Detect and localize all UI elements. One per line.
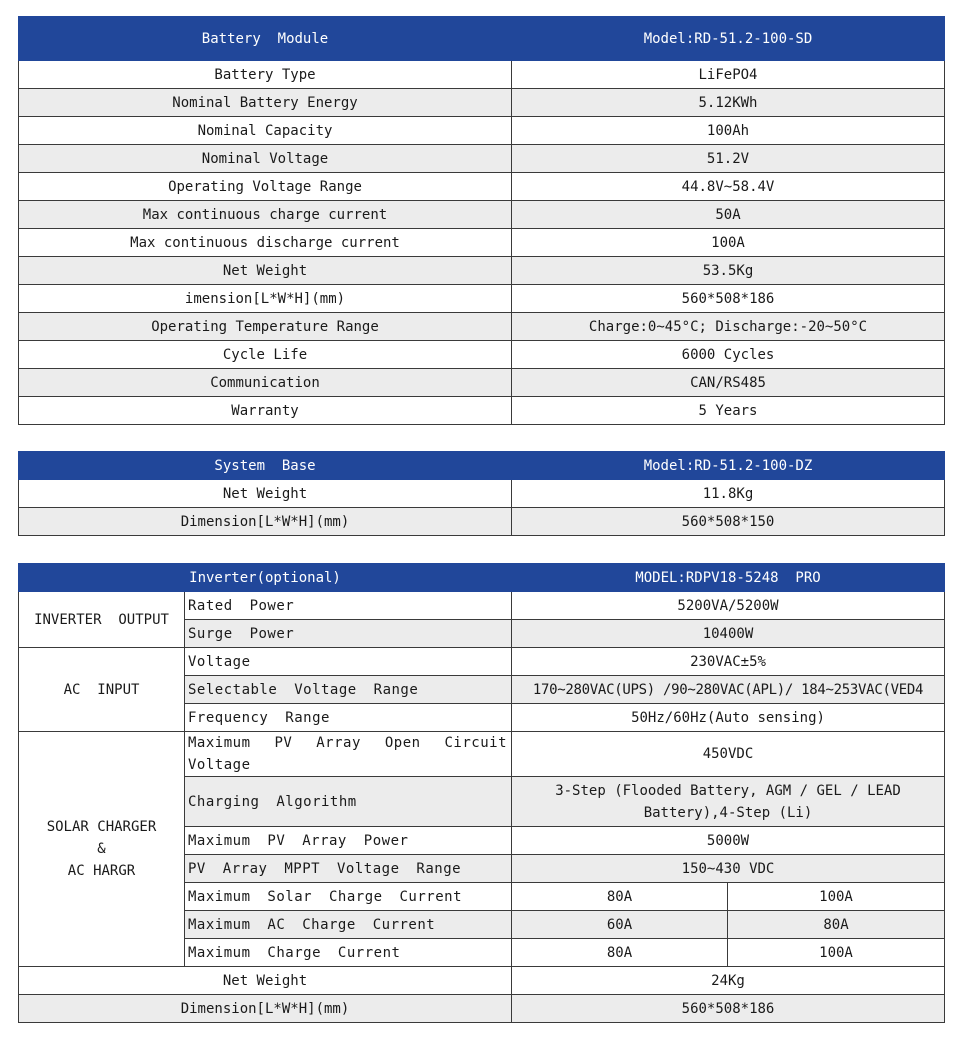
row-value: 53.5Kg <box>512 257 945 285</box>
battery-header-row <box>19 17 945 61</box>
row-value: 44.8V~58.4V <box>512 173 945 201</box>
row-label: Operating Voltage Range <box>19 173 512 201</box>
solar-group-line: SOLAR CHARGER <box>46 819 157 835</box>
ac-input-group: AC INPUT <box>19 648 185 732</box>
row-label: Nominal Capacity <box>19 117 512 145</box>
row-value: Charge:0~45°C; Discharge:-20~50°C <box>512 313 945 341</box>
row-label: Charging Algorithm <box>185 777 512 827</box>
row-value: 80A <box>728 911 945 939</box>
table-row <box>19 145 945 173</box>
row-value: 170~280VAC(UPS) /90~280VAC(APL)/ 184~253VAC(VED4 <box>512 676 945 704</box>
table-row <box>19 397 945 425</box>
row-value: 24Kg <box>512 967 945 995</box>
inverter-table <box>18 563 945 1023</box>
row-label: imension[L*W*H](mm) <box>19 285 512 313</box>
table-row <box>19 201 945 229</box>
row-value: 80A <box>512 939 728 967</box>
row-value: 5 Years <box>512 397 945 425</box>
row-value: 100A <box>728 883 945 911</box>
battery-header-model: Model:RD-51.2-100-SD <box>512 17 945 61</box>
table-row <box>19 967 945 995</box>
battery-header-label: Battery Module <box>19 17 512 61</box>
row-label: Surge Power <box>185 620 512 648</box>
system-base-table <box>18 451 945 536</box>
row-label: Maximum AC Charge Current <box>185 911 512 939</box>
inverter-header-model: MODEL:RDPV18-5248 PRO <box>512 564 945 592</box>
table-row <box>19 285 945 313</box>
row-label: Maximum Charge Current <box>185 939 512 967</box>
row-label: Operating Temperature Range <box>19 313 512 341</box>
row-label: Battery Type <box>19 61 512 89</box>
row-label: Nominal Battery Energy <box>19 89 512 117</box>
system-base-header-label: System Base <box>19 452 512 480</box>
row-value: 80A <box>512 883 728 911</box>
table-row <box>19 61 945 89</box>
row-value: 50Hz/60Hz(Auto sensing) <box>512 704 945 732</box>
row-label: Max continuous discharge current <box>19 229 512 257</box>
row-value: 100Ah <box>512 117 945 145</box>
row-value: 6000 Cycles <box>512 341 945 369</box>
row-value: 100A <box>512 229 945 257</box>
inverter-header-label: Inverter(optional) <box>19 564 512 592</box>
table-row <box>19 117 945 145</box>
system-base-header-model: Model:RD-51.2-100-DZ <box>512 452 945 480</box>
row-value: 50A <box>512 201 945 229</box>
table-row <box>19 89 945 117</box>
row-label: Net Weight <box>19 257 512 285</box>
table-row <box>19 229 945 257</box>
row-label: Rated Power <box>185 592 512 620</box>
row-label: Cycle Life <box>19 341 512 369</box>
row-value: 5.12KWh <box>512 89 945 117</box>
row-value: 3-Step (Flooded Battery, AGM / GEL / LEAD Battery),4-Step (Li) <box>512 777 945 827</box>
inverter-header-row <box>19 564 945 592</box>
row-label: Dimension[L*W*H](mm) <box>19 508 512 536</box>
table-row <box>19 313 945 341</box>
row-value: 60A <box>512 911 728 939</box>
table-row <box>19 508 945 536</box>
row-value: 51.2V <box>512 145 945 173</box>
row-value: 10400W <box>512 620 945 648</box>
row-value: 230VAC±5% <box>512 648 945 676</box>
row-label: Maximum Solar Charge Current <box>185 883 512 911</box>
table-row <box>19 173 945 201</box>
solar-charger-group <box>19 732 185 967</box>
row-value: 560*508*186 <box>512 995 945 1023</box>
table-row <box>19 592 945 620</box>
table-row <box>19 480 945 508</box>
row-label: Max continuous charge current <box>19 201 512 229</box>
row-label: Nominal Voltage <box>19 145 512 173</box>
row-label: Maximum PV Array Open Circuit Voltage <box>185 732 512 777</box>
row-label: Voltage <box>185 648 512 676</box>
row-value: 150~430 VDC <box>512 855 945 883</box>
row-label: Selectable Voltage Range <box>185 676 512 704</box>
row-value: 560*508*186 <box>512 285 945 313</box>
row-label: Communication <box>19 369 512 397</box>
table-row <box>19 341 945 369</box>
row-label: Net Weight <box>19 967 512 995</box>
row-value: 100A <box>728 939 945 967</box>
row-value: LiFePO4 <box>512 61 945 89</box>
row-value: CAN/RS485 <box>512 369 945 397</box>
solar-group-line: AC HARGR <box>67 863 136 879</box>
row-label: Dimension[L*W*H](mm) <box>19 995 512 1023</box>
row-label: Warranty <box>19 397 512 425</box>
table-row <box>19 369 945 397</box>
row-value: 5200VA/5200W <box>512 592 945 620</box>
row-label: Frequency Range <box>185 704 512 732</box>
table-row <box>19 257 945 285</box>
row-value: 5000W <box>512 827 945 855</box>
table-row <box>19 995 945 1023</box>
row-label: PV Array MPPT Voltage Range <box>185 855 512 883</box>
system-base-header-row <box>19 452 945 480</box>
row-label: Net Weight <box>19 480 512 508</box>
solar-group-line: & <box>97 841 106 857</box>
table-row <box>19 732 945 777</box>
table-row <box>19 648 945 676</box>
row-value: 11.8Kg <box>512 480 945 508</box>
inverter-output-group: INVERTER OUTPUT <box>19 592 185 648</box>
row-value: 560*508*150 <box>512 508 945 536</box>
row-value: 450VDC <box>512 732 945 777</box>
row-label: Maximum PV Array Power <box>185 827 512 855</box>
battery-module-table <box>18 16 945 425</box>
